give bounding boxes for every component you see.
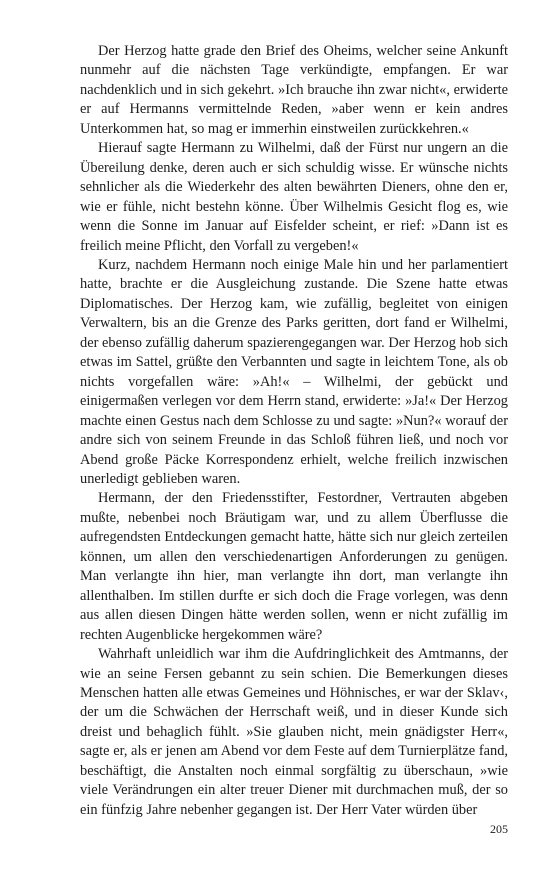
body-text bbox=[80, 42, 508, 820]
paragraph: Der Herzog hatte grade den Brief des Oheims, welcher seine Ankunft nunmehr auf die nächsten Tage verkündigte, empfangen. Er war nachdenklich und in sich gekehrt. »Ich brauche ihn zwar nicht«, erwiderte er auf Hermanns vermittelnde Reden, »aber wenn er kein andres Unterkommen hat, so mag er immerhin einstweilen zurückkehren.« bbox=[80, 43, 508, 137]
paragraph: Hierauf sagte Hermann zu Wilhelmi, daß der Fürst nur ungern an die Übereilung denke, deren auch er sich schuldig wisse. Er wünsche nichts sehnlicher als die Wiederkehr des alten bewährten Dieners, ohne den er, wie er fühle, nicht bestehn könne. Über Wilhelmis Gesicht flog es, wie wenn die Sonne im Januar auf Eisfelder scheint, er rief: »Dann ist es freilich meine Pflicht, den Vorfall zu vergeben!« bbox=[80, 140, 508, 254]
paragraph: Hermann, der den Friedensstifter, Festordner, Vertrauten abgeben mußte, nebenbei noch Bräutigam war, und zu allem Überflusse die aufregendsten Entdeckungen gemacht hatte, hätte sich nur gleich zerteilen können, um allen den verschiedenartigen Anforderungen zu genügen. Man verlangte ihn hier, man verlangte ihn dort, man verlangte ihn allenthalben. Im stillen durfte er sich doch die Frage vorlegen, was denn aus allen diesen Dingen hätte werden sollen, wenn er nicht zufällig im rechten Augenblicke hergekommen wäre? bbox=[80, 490, 508, 643]
page-number: 205 bbox=[490, 822, 508, 836]
paragraph: Wahrhaft unleidlich war ihm die Aufdringlichkeit des Amtmanns, der wie an seine Fersen gebannt zu sein schien. Die Bemerkungen dieses Menschen hatten alle etwas Gemeines und Höhnisches, er war der Sklav‹, der um die Schwächen der Herrschaft weiß, und in dieser Kunde sich dreist und behaglich fühlt. »Sie glauben nicht, mein gnädigster Herr«, sagte er, als er jenen am Abend vor dem Feste auf dem Turnierplätze fand, beschäftigt, die Anstalten noch einmal sorgfältig zu überschaun, »wie viele Verändrungen ein alter treuer Diener mit durchmachen muß, der so ein fünfzig Jahre nebenher gegangen ist. Der Herr Vater würden über bbox=[80, 646, 508, 818]
paragraph: Kurz, nachdem Hermann noch einige Male hin und her parlamentiert hatte, brachte er die Ausgleichung zustande. Die Szene hatte etwas Diplomatisches. Der Herzog kam, wie zufällig, begleitet von einigen Verwaltern, bis an die Grenze des Parks geritten, dort fand er Wilhelmi, der ebenso zufällig daherum spazierengegangen war. Der Herzog hob sich etwas im Sattel, grüßte den Verbannten und sagte in leichtem Tone, als ob nichts vorgefallen wäre: »Ah!« – Wilhelmi, der gebückt und einigermaßen verlegen vor dem Herrn stand, erwiderte: »Ja!« Der Herzog machte einen Gestus nach dem Schlosse zu und sagte: »Nun?« worauf der andre sich von seinem Freunde in das Schloß führen ließ, und noch vor Abend große Päcke Korrespondenz erhielt, welche freilich inzwischen unerledigt geblieben waren. bbox=[80, 256, 508, 487]
